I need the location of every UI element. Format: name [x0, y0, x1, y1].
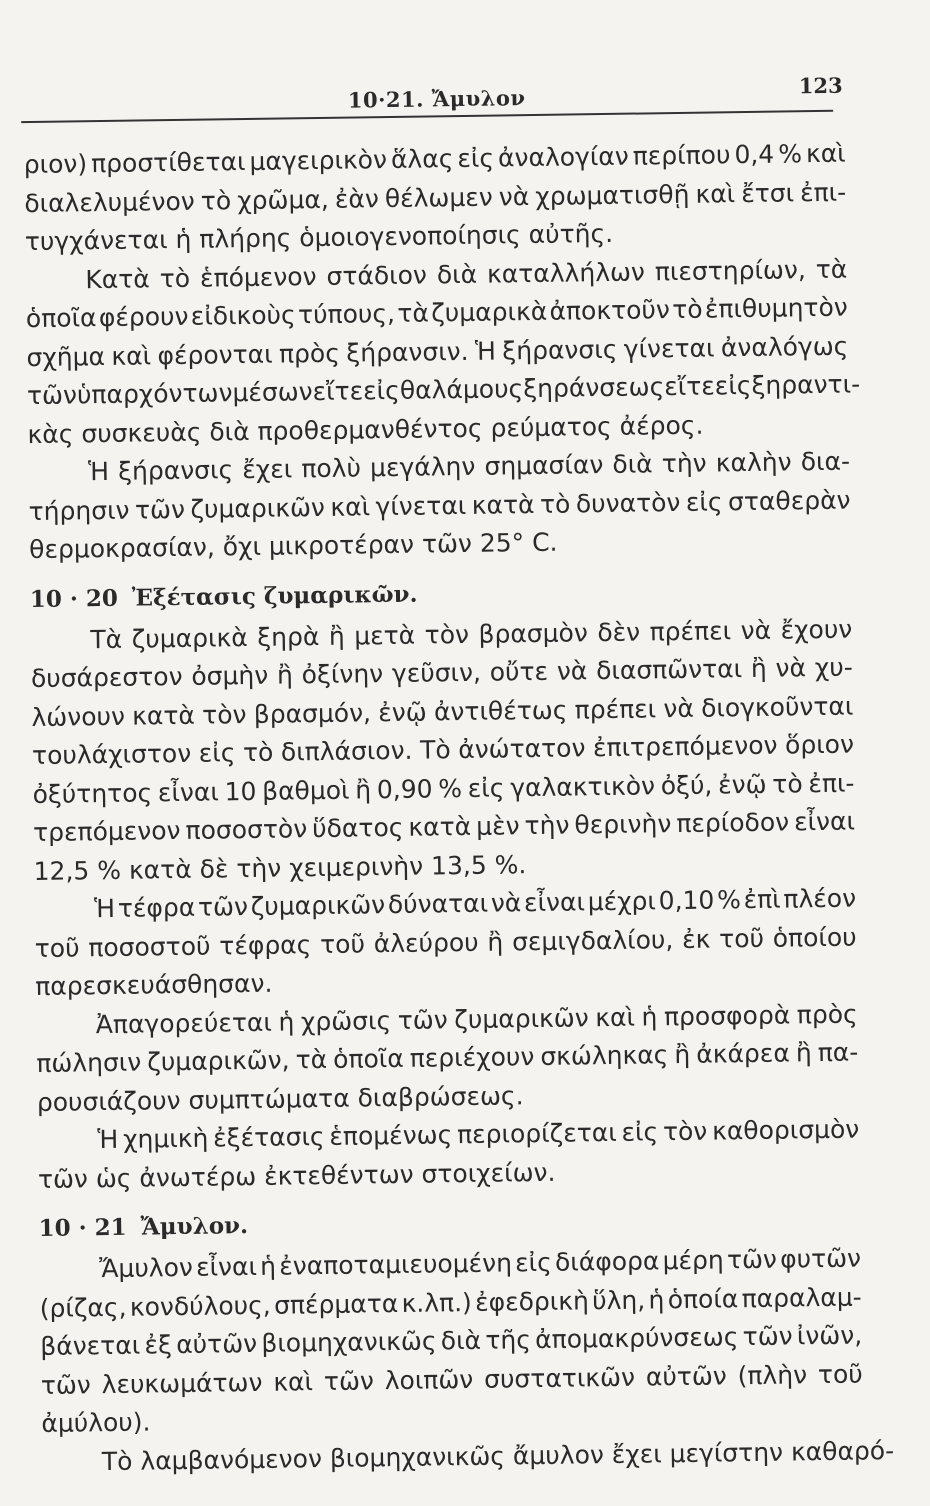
text-line: Ἡ χημικὴ ἐξέτασις ἑπομένως περιορίζεται εἰς τὸν καθορισμὸν [97, 1114, 860, 1155]
text-line: σχῆμα καὶ φέρονται πρὸς ξήρανσιν. Ἡ ξήρανσις γίνεται ἀναλόγως [26, 331, 849, 372]
paragraph [30, 610, 856, 891]
text-line: Ἄμυλον εἶναι ἡ ἐναποταμιευομένη εἰς διάφορα μέρη τῶν φυτῶν [99, 1243, 862, 1284]
text-line: ὁποῖα φέρουν εἰδικοὺς τύπους, τὰ ζυμαρικὰ ἀποκτοῦν τὸ ἐπιθυμητὸν [25, 292, 848, 334]
text-line: διαλελυμένον τὸ χρῶμα, ἐὰν θέλωμεν νὰ χρωματισθῇ καὶ ἔτσι ἐπι- [24, 177, 847, 218]
paragraph [36, 995, 860, 1122]
section-title: Ἄμυλον. [140, 1212, 249, 1241]
paragraph [28, 443, 852, 570]
text-line: Τὸ λαμβανόμενον βιομηχανικῶς ἄμυλον ἔχει μεγίστην καθαρό- [101, 1435, 895, 1476]
text-line: τοῦ ποσοστοῦ τέφρας τοῦ ἀλεύρου ἢ σεμιγδαλίου, ἐκ τοῦ ὁποίου [34, 922, 857, 963]
section-title: Ἐξέτασις ζυμαρικῶν. [131, 580, 418, 612]
text-line: 12,5 % κατὰ δὲ τὴν χειμερινὴν 13,5 %. [33, 849, 527, 886]
text-line: τῶν λευκωμάτων καὶ τῶν λοιπῶν συστατικῶν αὐτῶν (πλὴν τοῦ [40, 1359, 863, 1400]
paragraph [34, 880, 858, 1007]
text-line: (ρίζας, κονδύλους, σπέρματα κ.λπ.) ἐφεδρικὴ ὕλη, ἡ ὁποία παραλαμ- [39, 1282, 862, 1323]
text-line: ἀμύλου). [41, 1407, 151, 1438]
text-line: τήρησιν τῶν ζυμαρικῶν καὶ γίνεται κατὰ τὸ δυνατὸν εἰς σταθερὰν [28, 485, 851, 526]
text-line: λώνουν κατὰ τὸν βρασμόν, ἐνῷ ἀντιθέτως πρέπει νὰ διογκοῦνται [31, 691, 854, 732]
text-line: κὰς συσκευὰς διὰ προθερμανθέντος ρεύματος ἀέρος. [27, 410, 704, 449]
running-title: 10·21. Ἄμυλον [347, 85, 526, 113]
section-number: 10 · 20 [29, 584, 119, 613]
text-line: δυσάρεστον ὀσμὴν ἢ ὀξίνην γεῦσιν, οὔτε νὰ διασπῶνται ἢ νὰ χυ- [30, 652, 853, 694]
text-line: βάνεται ἐξ αὐτῶν βιομηχανικῶς διὰ τῆς ἀπομακρύνσεως τῶν ἰνῶν, [40, 1320, 863, 1361]
text-line: τῶν ὡς ἀνωτέρω ἐκτεθέντων στοιχείων. [37, 1157, 556, 1194]
page-body [23, 135, 895, 1482]
text-line: πώλησιν ζυμαρικῶν, τὰ ὁποῖα περιέχουν σκώληκας ἢ ἀκάρεα ἢ πα- [36, 1037, 859, 1079]
text-line: τυγχάνεται ἡ πλήρης ὁμοιογενοποίησις αὐτῆς. [24, 218, 614, 257]
text-line: Ἡ τέφρα τῶν ζυμαρικῶν δύναται νὰ εἶναι μέχρι 0,10 % ἐπὶ πλέον [93, 883, 857, 924]
text-line: θερμοκρασίαν, ὄχι μικροτέραν τῶν 25° C. [28, 527, 558, 565]
text-line: τρεπόμενον ποσοστὸν ὕδατος κατὰ μὲν τὴν θερινὴν περίοδον εἶναι [32, 806, 856, 848]
paragraph [39, 1240, 864, 1444]
text-line: Ἀπαγορεύεται ἡ χρῶσις τῶν ζυμαρικῶν καὶ ἡ προσφορὰ πρὸς [95, 999, 858, 1039]
text-line: Κατὰ τὸ ἑπόμενον στάδιον διὰ καταλλήλων πιεστηρίων, τὰ [85, 254, 848, 294]
text-line: Τὰ ζυμαρικὰ ξηρὰ ἢ μετὰ τὸν βρασμὸν δὲν πρέπει νὰ ἔχουν [90, 614, 853, 654]
paragraph [24, 135, 848, 262]
page-number: 123 [798, 72, 843, 99]
text-line: Ἡ ξήρανσις ἔχει πολὺ μεγάλην σημασίαν διὰ τὴν καλὴν δια- [87, 446, 851, 487]
text-line: ρουσιάζουν συμπτώματα διαβρώσεως. [36, 1080, 524, 1117]
page-header [0, 64, 921, 117]
paragraph [37, 1111, 860, 1199]
text-line: ριον) προστίθεται μαγειρικὸν ἅλας εἰς ἀναλογίαν περίπου 0,4 % καὶ [23, 138, 846, 180]
text-line: παρεσκευάσθησαν. [35, 968, 273, 1002]
paragraph [25, 250, 861, 454]
text-line: τῶν ὑπαρχόντων μέσων εἴτε εἰς θαλάμους ξηράνσεως εἴτε εἰς ξηραντι- [26, 369, 861, 411]
text-line: τουλάχιστον εἰς τὸ διπλάσιον. Τὸ ἀνώτατον ἐπιτρεπόμενον ὅριον [31, 729, 855, 771]
text-line: ὀξύτητος εἶναι 10 βαθμοὶ ἢ 0,90 % εἰς γαλακτικὸν ὀξύ, ἐνῷ τὸ ἐπι- [32, 768, 855, 809]
section-number: 10 · 21 [38, 1213, 127, 1242]
